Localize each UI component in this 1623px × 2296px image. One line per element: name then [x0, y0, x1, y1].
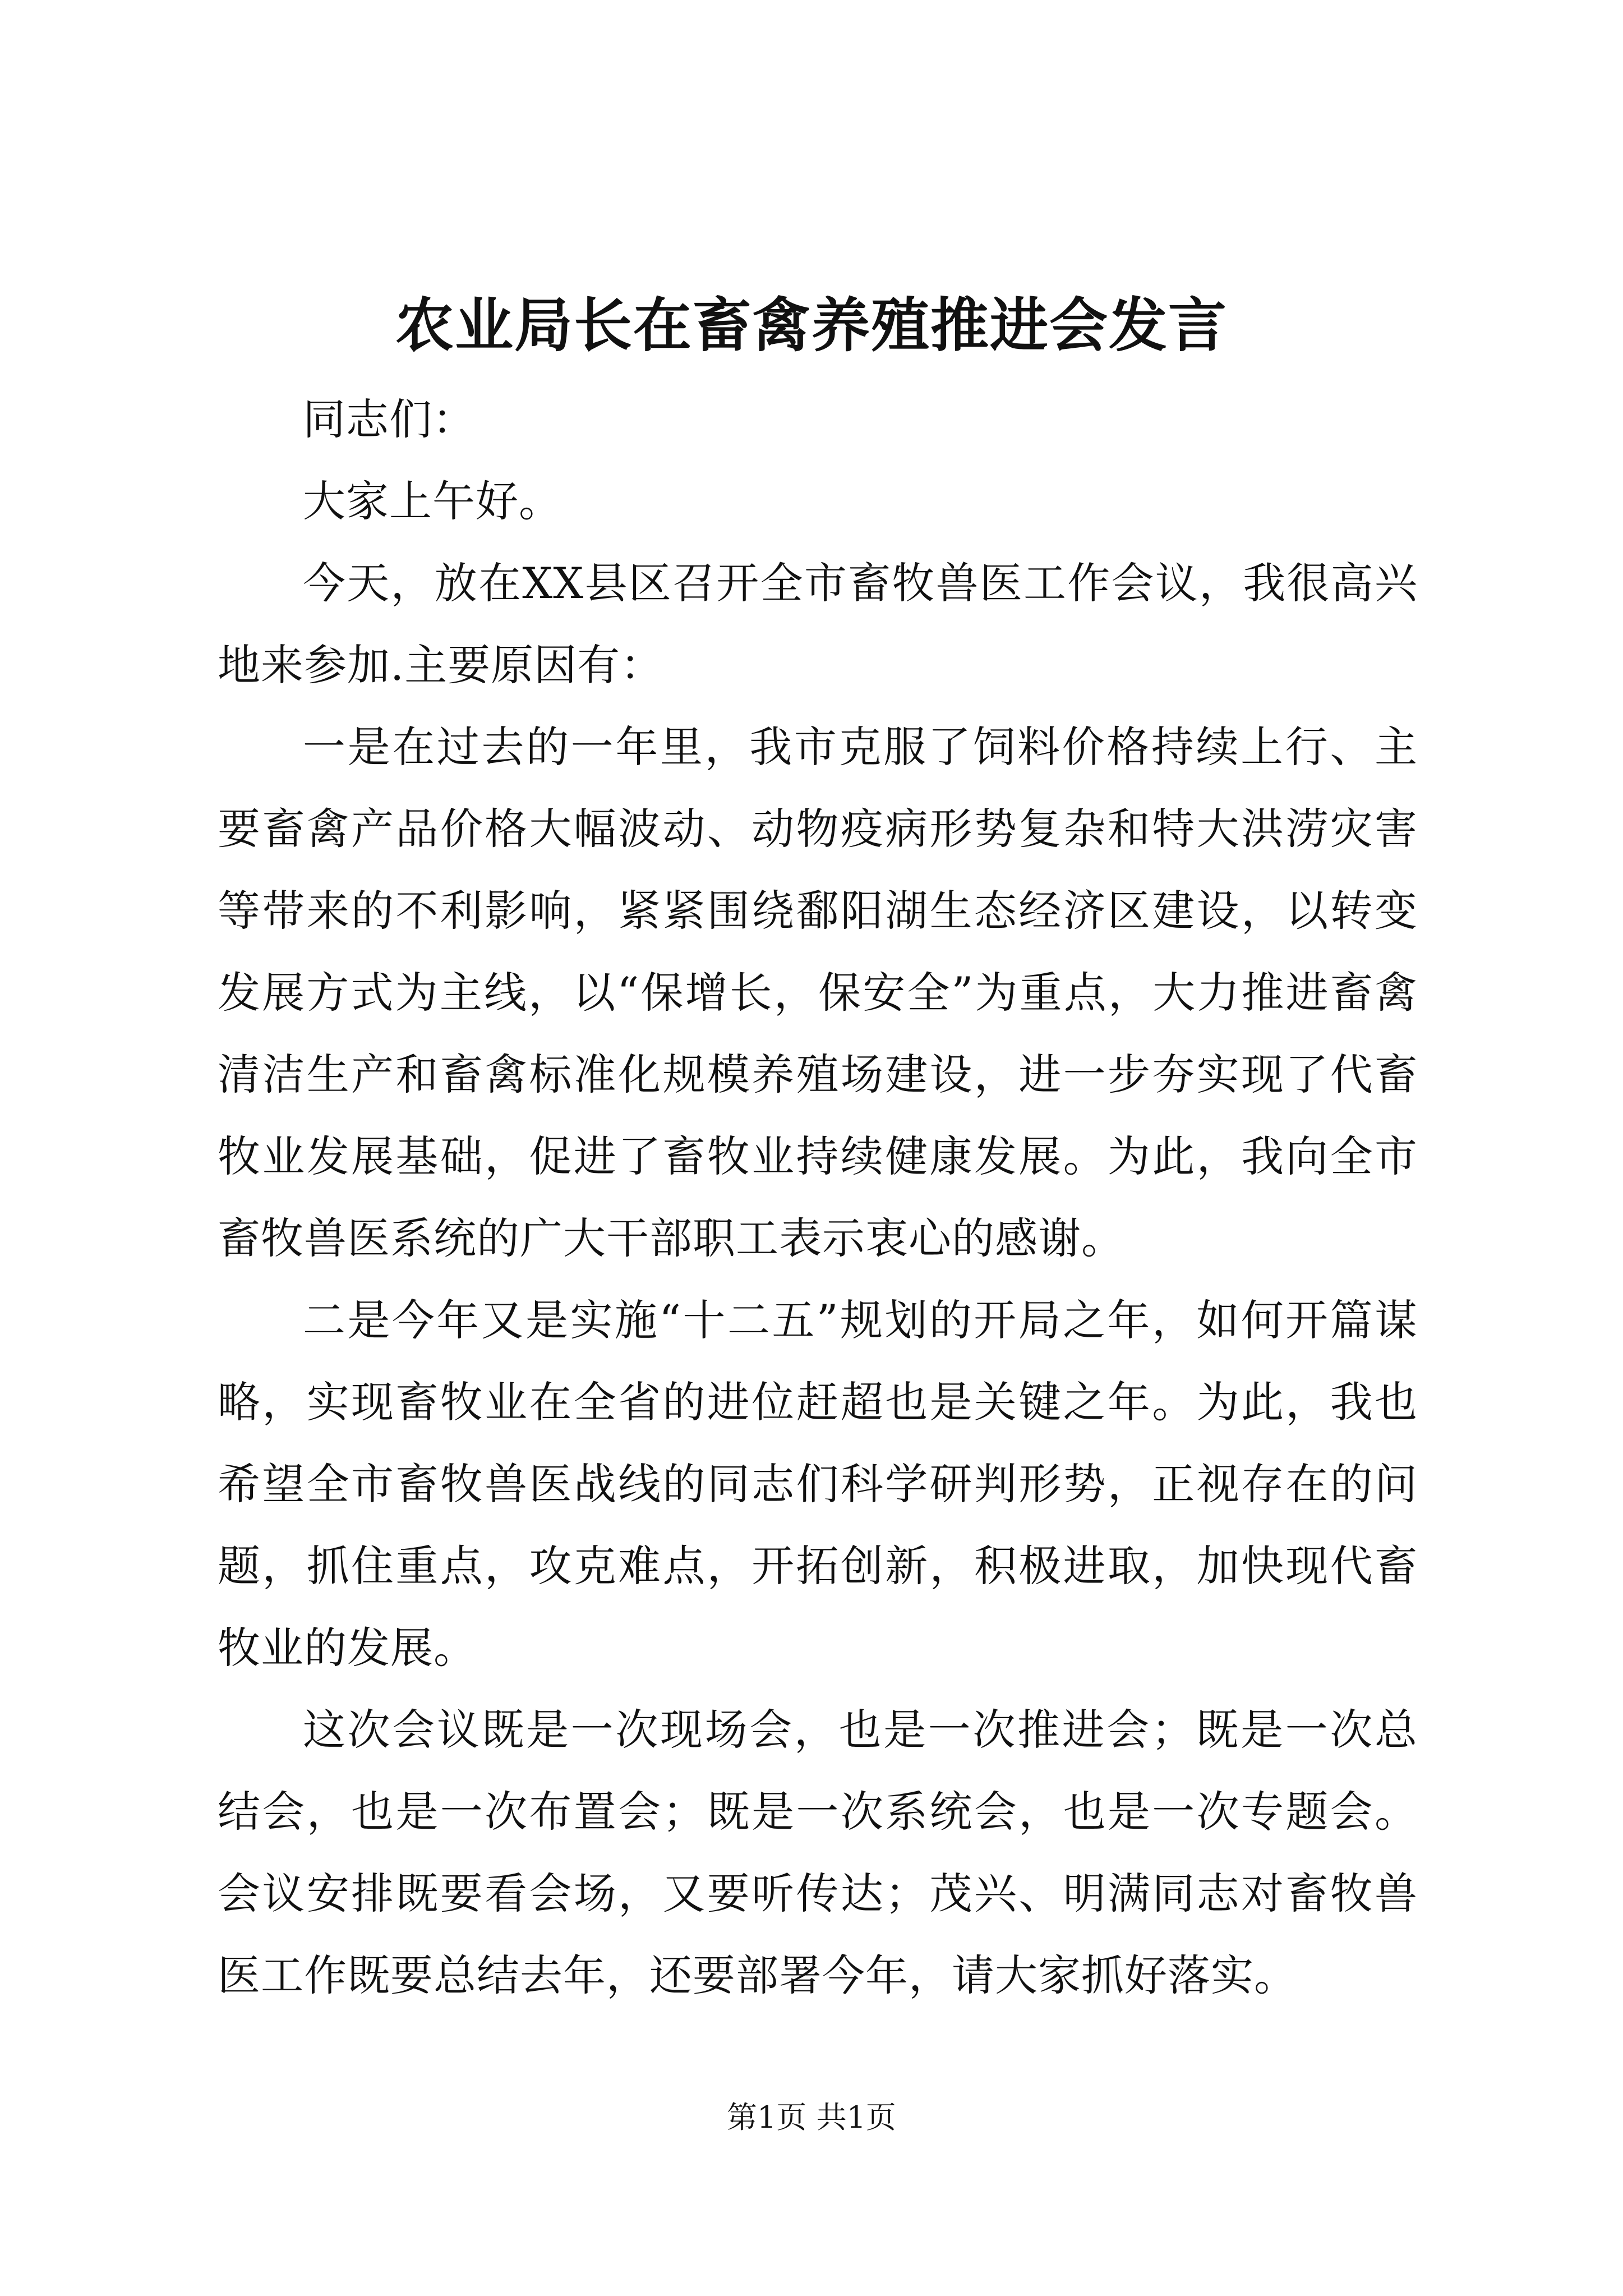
- page-footer: [0, 2098, 1623, 2137]
- page-number: 第1页 共1页: [727, 2100, 896, 2135]
- document-body: [218, 379, 1418, 2017]
- paragraph-intro: 今天，放在XX县区召开全市畜牧兽医工作会议，我很高兴地来参加.主要原因有：: [218, 558, 1418, 690]
- salutation: 同志们：: [303, 394, 476, 444]
- greeting: 大家上午好。: [303, 476, 562, 526]
- document-title: 农业局长在畜禽养殖推进会发言: [395, 291, 1228, 360]
- paragraph-first-reason: 一是在过去的一年里，我市克服了饲料价格持续上行、主要畜禽产品价格大幅波动、动物疫病形势复杂和特大洪涝灾害等带来的不利影响，紧紧围绕鄱阳湖生态经济区建设，以转变发展方式为主线，以“保增长，保安全”为重点，大力推进畜禽清洁生产和畜禽标准化规模养殖场建设，进一步夯实现了代畜牧业发展基础，促进了畜牧业持续健康发展。为此，我向全市畜牧兽医系统的广大干部职工表示衷心的感谢。: [218, 722, 1418, 1263]
- paragraph-second-reason: 二是今年又是实施“十二五”规划的开局之年，如何开篇谋略，实现畜牧业在全省的进位赶超也是关键之年。为此，我也希望全市畜牧兽医战线的同志们科学研判形势，正视存在的问题，抓住重点，攻克难点，开拓创新，积极进取，加快现代畜牧业的发展。: [218, 1295, 1418, 1673]
- paragraph-meeting: 这次会议既是一次现场会，也是一次推进会；既是一次总结会，也是一次布置会；既是一次系统会，也是一次专题会。会议安排既要看会场，又要听传达；茂兴、明满同志对畜牧兽医工作既要总结去年，还要部署今年，请大家抓好落实。: [218, 1705, 1418, 2000]
